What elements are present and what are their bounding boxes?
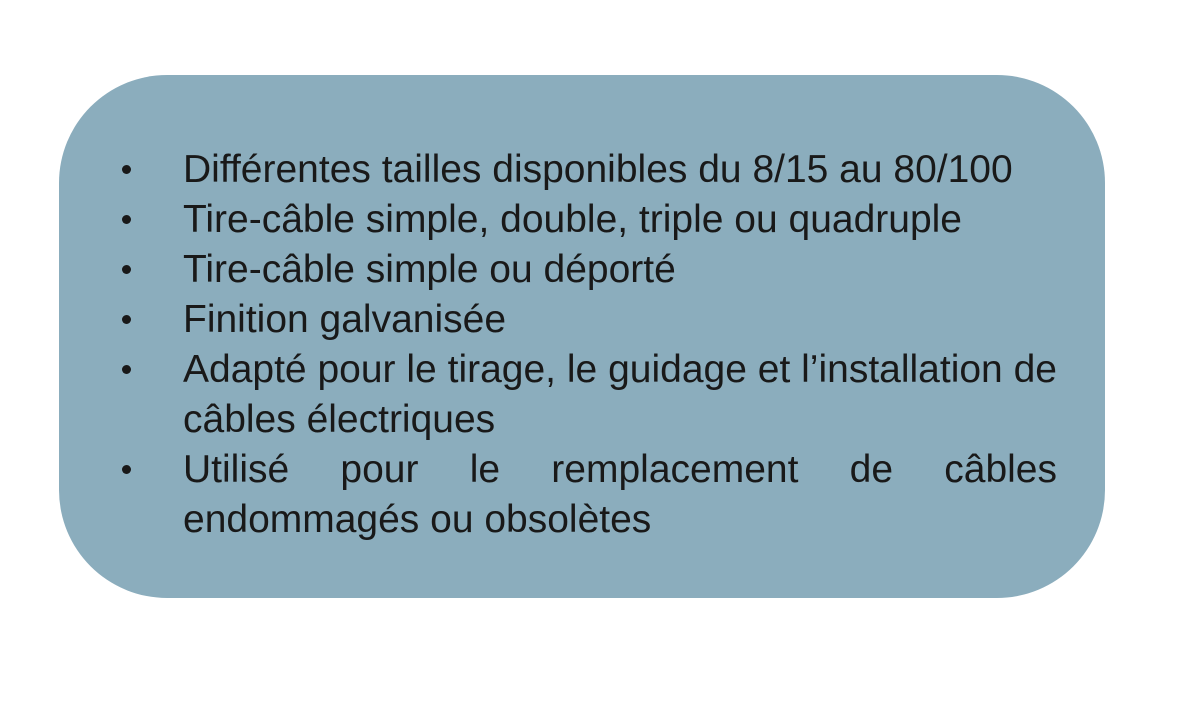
bullet-icon bbox=[122, 365, 131, 374]
feature-card bbox=[59, 75, 1105, 598]
bullet-icon bbox=[122, 165, 131, 174]
list-item bbox=[183, 245, 1057, 295]
bullet-icon bbox=[122, 465, 131, 474]
list-item-line: Utilisé pour le remplacement de câbles bbox=[183, 448, 1057, 491]
bullet-icon bbox=[122, 265, 131, 274]
list-item-line: câbles électriques bbox=[183, 398, 496, 441]
bullet-icon bbox=[122, 215, 131, 224]
list-item-line: Tire-câble simple, double, triple ou quadruple bbox=[183, 198, 962, 241]
bullet-icon bbox=[122, 315, 131, 324]
list-item-line: Différentes tailles disponibles du 8/15 au 80/100 bbox=[183, 148, 1013, 191]
list-item bbox=[183, 345, 1057, 445]
list-item bbox=[183, 445, 1057, 545]
list-item-line: Tire-câble simple ou déporté bbox=[183, 248, 676, 291]
list-item-line: Adapté pour le tirage, le guidage et l’installation de bbox=[183, 348, 1057, 391]
list-item bbox=[183, 295, 1057, 345]
list-item bbox=[183, 145, 1057, 195]
list-item bbox=[183, 195, 1057, 245]
list-item-line: Finition galvanisée bbox=[183, 298, 507, 341]
bullet-list bbox=[59, 145, 1105, 545]
list-item-line: endommagés ou obsolètes bbox=[183, 498, 652, 541]
